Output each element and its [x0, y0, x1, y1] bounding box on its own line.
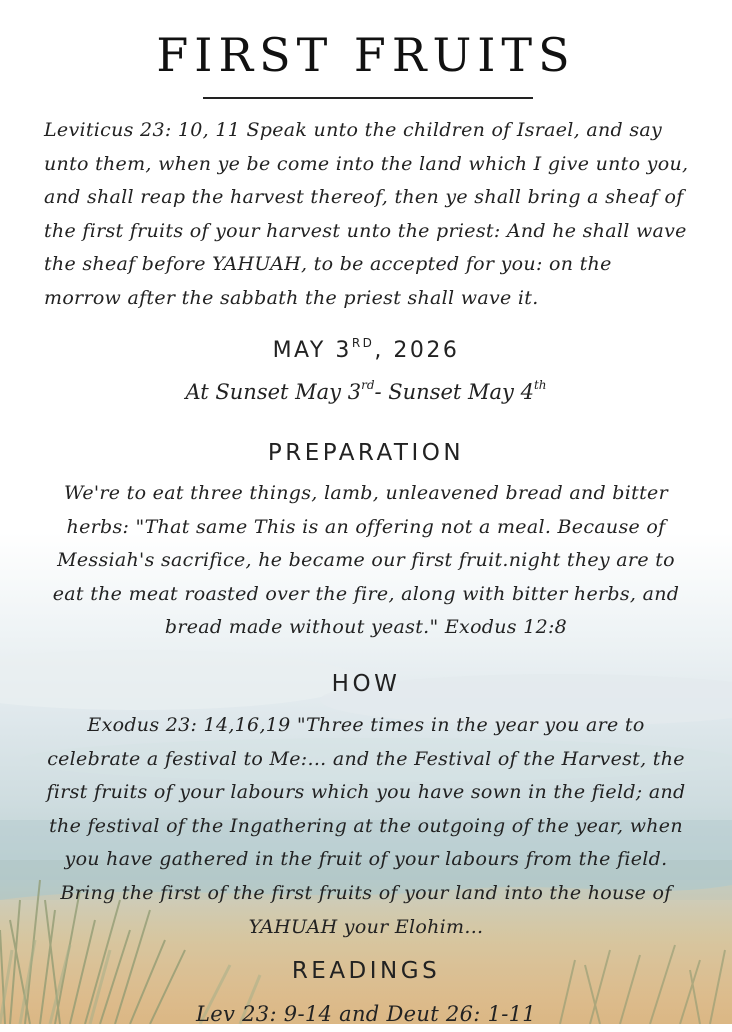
page-title: FIRST FRUITS: [156, 28, 576, 82]
date-month-day: MAY 3: [272, 338, 352, 363]
intro-verse: Leviticus 23: 10, 11 Speak unto the children of Israel, and say unto them, when ye be come into the land which I give unto you, and shall reap the harvest thereof, then ye shall bring a sheaf of the first fruits of your harvest unto the priest: And he shall wave the sheaf before YAHUAH, to be accepted for you: on the morrow after the sabbath the priest shall wave it.: [44, 119, 689, 309]
time-range-middle: - Sunset May 4: [374, 380, 534, 404]
event-time-range: [0, 380, 732, 404]
event-date: [0, 338, 732, 363]
date-day-suffix: RD: [351, 336, 375, 350]
time-range-start-suffix: rd: [361, 378, 375, 392]
time-range-start: At Sunset May 3: [185, 380, 362, 404]
how-heading: HOW: [331, 671, 401, 697]
title-underline: [203, 97, 533, 99]
how-text: Exodus 23: 14,16,19 "Three times in the year you are to celebrate a festival to Me:... and the Festival of the Harvest, the first fruits of your labours which you have sown in the field; and the festival of the Ingathering at the outgoing of the year, when you have gathered in the fruit of your labours from the field. Bring the first of the first fruits of your land into the house of YAHUAH your Elohim...: [46, 714, 686, 938]
date-year: , 2026: [374, 338, 460, 363]
readings-text: Lev 23: 9-14 and Deut 26: 1-11: [196, 1002, 536, 1026]
preparation-text: We're to eat three things, lamb, unleavened bread and bitter herbs: "That same This is an offering not a meal. Because of Messiah's sacrifice, he became our first fruit.night they are to eat the meat roasted over the fire, along with bitter herbs, and bread made without yeast." Exodus 12:8: [52, 482, 680, 639]
preparation-heading: PREPARATION: [267, 440, 465, 466]
readings-heading: READINGS: [291, 958, 441, 984]
time-range-end-suffix: th: [533, 378, 547, 392]
